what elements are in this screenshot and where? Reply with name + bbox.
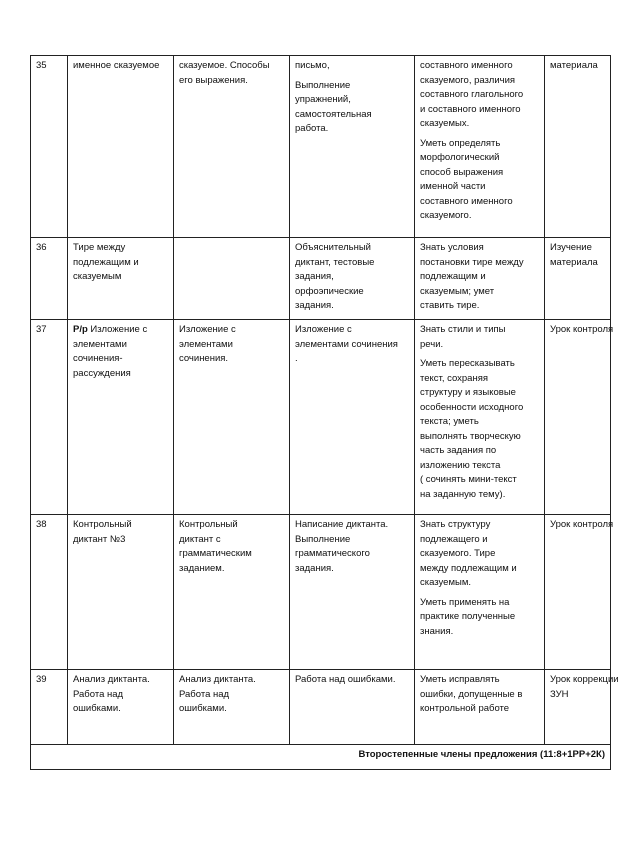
- cell-line: сказуемого. Тире: [420, 548, 496, 559]
- cell-line: знания.: [420, 625, 454, 637]
- cell-line: выполнять творческую: [420, 430, 521, 442]
- requirements-cell: [415, 670, 545, 745]
- cell-line: Работа над ошибками.: [295, 674, 396, 685]
- cell-line: Уметь определять: [420, 137, 501, 149]
- table-row: [31, 515, 611, 670]
- lesson-type-cell: [545, 320, 614, 515]
- cell-paragraph: [420, 241, 539, 314]
- requirements-cell: [415, 515, 545, 670]
- lesson-topic-cell: [68, 56, 174, 238]
- cell-line: ( сочинять мини-текст: [420, 474, 517, 485]
- cell-line: Контрольный: [73, 519, 132, 530]
- lesson-type-cell: [545, 56, 611, 238]
- cell-line: подлежащего и: [420, 533, 488, 545]
- cell-line: грамматическим: [179, 548, 252, 559]
- cell-line: сказуемого, различия: [420, 74, 516, 86]
- cell-line: Урок контроля: [550, 519, 614, 530]
- speech-development-tag: Р/р: [73, 324, 88, 335]
- cell-line: Изложение с: [295, 324, 352, 335]
- cell-line: постановки тире между: [420, 256, 524, 268]
- cell-line: Изложение с: [179, 324, 236, 335]
- cell-line: способ выражения: [420, 166, 504, 178]
- cell-line: изложению текста: [420, 459, 501, 471]
- cell-line: диктант №3: [73, 533, 126, 545]
- cell-paragraph: [295, 518, 409, 576]
- cell-line: Знать стили и типы: [420, 324, 506, 335]
- cell-line: Контрольный: [179, 519, 238, 530]
- cell-line: Уметь исправлять: [420, 674, 500, 685]
- cell-line: и составного именного: [420, 103, 521, 115]
- cell-line: Объяснительный: [295, 242, 371, 253]
- lesson-content-cell: [174, 56, 290, 238]
- topic-first-line: Изложение с: [87, 324, 148, 335]
- cell-paragraph: [295, 79, 409, 137]
- lesson-plan-body: [31, 56, 619, 770]
- cell-line: письмо,: [295, 60, 330, 71]
- cell-line: Написание диктанта.: [295, 519, 389, 530]
- cell-line: .: [295, 353, 298, 364]
- cell-line: часть задания по: [420, 445, 497, 456]
- cell-line: задания.: [295, 300, 334, 311]
- cell-line: сказуемого.: [420, 210, 472, 221]
- table-row: [31, 238, 611, 320]
- lesson-type-cell: [545, 670, 619, 745]
- activity-cell: [290, 56, 415, 238]
- section-row: [31, 745, 611, 770]
- cell-line: морфологический: [420, 152, 500, 163]
- cell-paragraph: [295, 59, 409, 74]
- activity-cell: [290, 320, 415, 515]
- cell-line: Работа над: [179, 688, 230, 700]
- cell-line: сказуемым; умет: [420, 285, 495, 297]
- cell-line: орфоэпические: [295, 285, 364, 297]
- lesson-topic-cell: [68, 670, 174, 745]
- lesson-plan-table: [30, 55, 619, 770]
- cell-paragraph: [420, 357, 539, 502]
- cell-paragraph: [420, 137, 539, 224]
- table-row: [31, 670, 611, 745]
- cell-line: ошибками.: [179, 703, 227, 714]
- lesson-number-cell: 36: [31, 238, 68, 320]
- cell-line: заданием.: [179, 562, 225, 574]
- cell-line: задания,: [295, 271, 334, 282]
- cell-line: диктант, тестовые: [295, 256, 375, 268]
- cell-line: речи.: [420, 338, 444, 350]
- cell-line: именное сказуемое: [73, 60, 160, 71]
- cell-line: Выполнение: [295, 533, 351, 545]
- cell-line: самостоятельная: [295, 108, 372, 120]
- lesson-content-cell: [174, 515, 290, 670]
- lesson-content-cell: [174, 670, 290, 745]
- cell-line: упражнений,: [295, 94, 351, 105]
- cell-line: Тире между: [73, 242, 126, 253]
- table-row: [31, 320, 611, 515]
- section-heading: Второстепенные члены предложения (11:8+1РР+2К): [31, 745, 611, 770]
- cell-line: текст, сохраняя: [420, 372, 489, 384]
- cell-line: задания.: [295, 562, 334, 574]
- cell-paragraph: [295, 323, 409, 367]
- cell-line: контрольной работе: [420, 703, 510, 714]
- cell-paragraph: [420, 323, 539, 352]
- cell-line: Уметь пересказывать: [420, 358, 515, 369]
- cell-line: текста; уметь: [420, 416, 479, 427]
- lesson-content-cell: [174, 238, 290, 320]
- cell-line: между подлежащим и: [420, 562, 517, 574]
- cell-line: Анализ диктанта.: [179, 674, 256, 685]
- cell-line: материала: [550, 60, 598, 71]
- cell-line: именной части: [420, 181, 486, 192]
- cell-line: составного именного: [420, 195, 513, 207]
- cell-paragraph: [420, 518, 539, 591]
- cell-line: практике полученные: [420, 611, 516, 622]
- cell-line: особенности исходного: [420, 401, 524, 413]
- cell-paragraph: [295, 241, 409, 314]
- cell-line: составного глагольного: [420, 89, 524, 100]
- cell-line: [73, 323, 168, 338]
- cell-line: сказуемых.: [420, 118, 470, 129]
- cell-line: материала: [550, 256, 598, 268]
- lesson-number-cell: 37: [31, 320, 68, 515]
- cell-line: элементами: [179, 338, 233, 350]
- cell-line: сказуемое. Способы: [179, 60, 270, 71]
- cell-line: грамматического: [295, 548, 370, 559]
- cell-line: Знать структуру: [420, 519, 491, 530]
- cell-line: ЗУН: [550, 688, 569, 700]
- cell-line: ошибки, допущенные в: [420, 688, 523, 700]
- cell-line: подлежащим и: [420, 271, 486, 282]
- cell-line: ставить тире.: [420, 300, 480, 311]
- cell-paragraph: [295, 673, 409, 688]
- activity-cell: [290, 515, 415, 670]
- cell-paragraph: [420, 596, 539, 640]
- cell-line: элементами сочинения: [295, 338, 398, 350]
- cell-paragraph: [420, 673, 539, 717]
- cell-paragraph: [420, 59, 539, 132]
- cell-line: Анализ диктанта.: [73, 674, 150, 685]
- lesson-topic-cell: [68, 320, 174, 515]
- cell-line: его выражения.: [179, 74, 248, 86]
- lesson-number-cell: 35: [31, 56, 68, 238]
- cell-line: сказуемым: [73, 271, 122, 282]
- lesson-type-cell: [545, 515, 614, 670]
- cell-line: Урок коррекции: [550, 674, 619, 685]
- lesson-type-cell: [545, 238, 611, 320]
- cell-line: составного именного: [420, 60, 513, 71]
- activity-cell: [290, 670, 415, 745]
- cell-line: Работа над: [73, 688, 124, 700]
- cell-line: Выполнение: [295, 79, 351, 91]
- lesson-number-cell: 39: [31, 670, 68, 745]
- cell-line: Уметь применять на: [420, 596, 510, 608]
- activity-cell: [290, 238, 415, 320]
- table-row: [31, 56, 611, 238]
- cell-line: Знать условия: [420, 242, 484, 253]
- cell-line: на заданную тему).: [420, 488, 506, 500]
- cell-line: ошибками.: [73, 703, 121, 714]
- cell-line: сочинения.: [179, 353, 229, 364]
- cell-line: работа.: [295, 123, 329, 134]
- lesson-number-cell: 38: [31, 515, 68, 670]
- cell-line: сочинения-: [73, 353, 123, 364]
- cell-line: рассуждения: [73, 367, 131, 379]
- lesson-content-cell: [174, 320, 290, 515]
- cell-line: подлежащим и: [73, 256, 139, 268]
- requirements-cell: [415, 238, 545, 320]
- lesson-topic-cell: [68, 238, 174, 320]
- lesson-topic-cell: [68, 515, 174, 670]
- cell-line: Изучение: [550, 242, 592, 253]
- cell-line: структуру и языковые: [420, 387, 516, 398]
- requirements-cell: [415, 56, 545, 238]
- cell-line: диктант с: [179, 533, 221, 545]
- cell-line: Урок контроля: [550, 324, 614, 335]
- cell-line: сказуемым.: [420, 577, 471, 588]
- cell-line: элементами: [73, 338, 127, 350]
- requirements-cell: [415, 320, 545, 515]
